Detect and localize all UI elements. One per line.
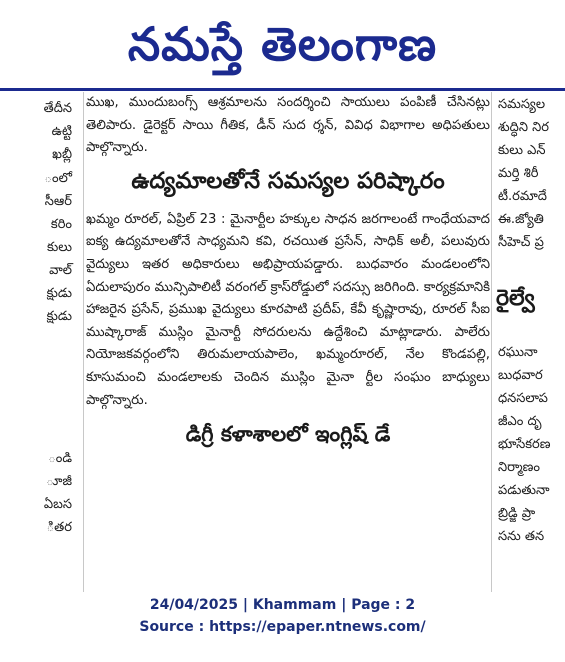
left-fragment-line: ఏబస (43, 497, 72, 512)
left-fragment-line: ితర (46, 520, 72, 535)
page-footer (0, 594, 565, 638)
right-fragment-line: బ్రిడ్జి ప్రా (498, 506, 536, 521)
article-body: ఖమ్మం రూరల్, ఏప్రిల్ 23 : మైనార్టీల హక్కుల సాధన జరగాలంటే గాంధేయవాద ఐక్య ఉద్యమాలతోనే సాధ్యమని కవి, రచయిత ప్రసేన్, సాధిక్ అలీ, పలువురు వైద్యులు ఇతర అధికారులు అభిప్రాయపడ్డారు. బుధవారం మండలంలోని ఏదులాపురం మున్సిపాలిటీ వరంగల్ క్రాస్‌రోడ్డులో సదస్సు జరిగింది. కార్యక్రమానికి హాజరైన ప్రసేన్, ప్రముఖ వైద్యులు కూరపాటి ప్రదీప్, కేవీ కృష్ణారావు, రూరల్ సీఐ ముష్కారాజ్ ముస్లిం మైనార్టీ సోదరులను ఉద్దేశించి మాట్లాడారు. పాలేరు నియోజకవర్గంలోని తిరుమలాయపాలెం, ఖమ్మంరూరల్, నేల కొండపల్లి, కూసుమంచి మండలాలకు చెందిన ముస్లిం మైనా ర్టీల సంఘం బాధ్యులు పాల్గొన్నారు. (86, 211, 490, 408)
previous-article-tail: ముఖ, ముందుబంగ్స్ ఆశ్రమాలను సందర్శించి సాయులు పంపిణీ చేసినట్లు తెలిపారు. డైరెక్టర్ సాయి గీతిక, డీన్ సుద ర్శన్, వివిధ విభాగాల అధిపతులు పాల్గొన్నారు. (86, 95, 490, 156)
left-fragment-line: వాల్ (49, 263, 72, 278)
right-fragment-line: మర్తి శిరీ (498, 166, 539, 181)
left-fragment-line: క్షుడు (46, 309, 72, 324)
right-column-fragment (492, 92, 565, 592)
right-fragment-line: రఘునా (498, 345, 538, 360)
left-column-fragment (0, 92, 80, 592)
left-fragment-line: కరిం (50, 217, 72, 232)
left-fragment-line: సీఆర్ (44, 194, 72, 209)
right-fragment-line: శుద్ధిని నిర (498, 120, 549, 135)
right-fragment-line: జీఎం దృ (498, 414, 542, 429)
right-fragment-line: సను తన (498, 529, 545, 544)
dateline: 24/04/2025 | Khammam | Page : 2 (149, 597, 416, 613)
right-fragment-line: బుధవార (498, 368, 543, 383)
column-divider-left (83, 92, 84, 592)
source-link[interactable]: Source : https://epaper.ntnews.com/ (139, 619, 426, 635)
left-fragment-line: ఖబ్లీ (52, 147, 72, 162)
left-fragment-line: తేదీన (43, 101, 72, 116)
right-fragment-line: కులు ఎన్ (498, 143, 546, 158)
right-fragment-line: టీ.రమాదే (498, 189, 547, 204)
left-fragment-line: క్షుడు (46, 286, 72, 301)
left-fragment-line: ంలో (44, 171, 72, 186)
right-fragment-line: సీహెచ్ ప్ర (498, 235, 544, 250)
left-fragment-line: ూజీ (46, 474, 72, 489)
next-article-headline: డిగ్రీ కళాశాలలో ఇంగ్లిష్ డే (185, 422, 391, 447)
right-fragment-line: ఈ.జ్యోతి (498, 212, 544, 227)
right-fragment-line: భూసేకరణ (498, 437, 551, 452)
left-fragment-line: ఉట్టి (51, 124, 72, 139)
right-fragment-line: సమస్యల (498, 97, 546, 112)
right-fragment-line: పడుతునా (498, 483, 550, 498)
masthead (0, 0, 565, 88)
right-fragment-line: నిర్మాణం (498, 460, 540, 475)
newspaper-title: నమస్తే తెలంగాణ (127, 17, 438, 71)
left-fragment-line: కులు (47, 240, 72, 255)
right-fragment-line: ధనసలాప (498, 391, 548, 406)
main-article-column (86, 92, 490, 452)
left-fragment-line: ండి (48, 451, 72, 466)
masthead-rule (0, 88, 565, 91)
right-fragment-heading: రైల్వే (496, 286, 535, 311)
article-headline: ఉద్యమాలతోనే సమస్యల పరిష్కారం (131, 167, 445, 194)
